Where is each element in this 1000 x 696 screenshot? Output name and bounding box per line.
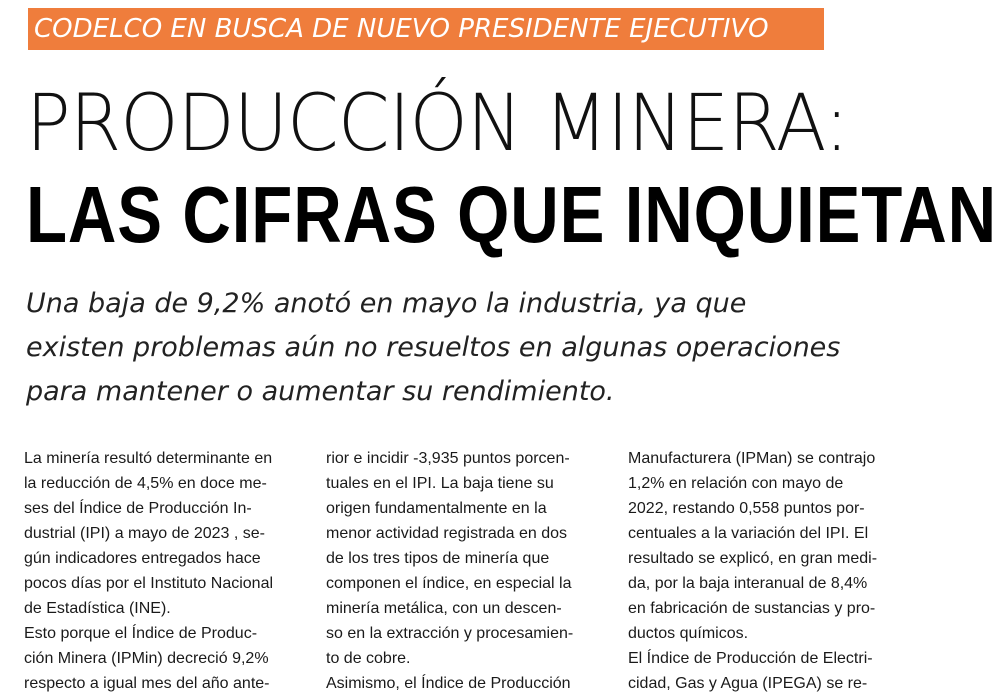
lead-paragraph: [26, 282, 986, 414]
body-line: El Índice de Producción de Electri-: [628, 650, 873, 667]
body-line: 2022, restando 0,558 puntos por-: [628, 500, 865, 517]
body-column-1: [24, 446, 310, 696]
body-line: rior e incidir -3,935 puntos porcen-: [326, 450, 570, 467]
body-line: menor actividad registrada en dos: [326, 525, 568, 542]
body-line: origen fundamentalmente en la: [326, 500, 547, 517]
body-line: 1,2% en relación con mayo de: [628, 475, 844, 492]
body-line: Manufacturera (IPMan) se contrajo: [628, 450, 876, 467]
body-line: so en la extracción y procesamien-: [326, 625, 574, 642]
body-line: Asimismo, el Índice de Producción: [326, 675, 571, 692]
body-column-3: [628, 446, 914, 696]
lead-line: existen problemas aún no resueltos en algunas operaciones: [26, 332, 841, 363]
body-line: minería metálica, con un descen-: [326, 600, 562, 617]
body-line: dustrial (IPI) a mayo de 2023 , se-: [24, 525, 265, 542]
body-line: tuales en el IPI. La baja tiene su: [326, 475, 554, 492]
body-line: la reducción de 4,5% en doce me-: [24, 475, 267, 492]
body-line: Esto porque el Índice de Produc-: [24, 625, 258, 642]
body-line: resultado se explicó, en gran medi-: [628, 550, 878, 567]
body-line: centuales a la variación del IPI. El: [628, 525, 869, 542]
lead-line: Una baja de 9,2% anotó en mayo la industria, ya que: [26, 288, 747, 319]
body-line: cidad, Gas y Agua (IPEGA) se re-: [628, 675, 868, 692]
body-line: respecto a igual mes del año ante-: [24, 675, 270, 692]
kicker-text: CODELCO EN BUSCA DE NUEVO PRESIDENTE EJECUTIVO: [34, 14, 769, 44]
body-line: pocos días por el Instituto Nacional: [24, 575, 274, 592]
headline-line-2: LAS CIFRAS QUE INQUIETAN: [26, 170, 997, 259]
body-line: en fabricación de sustancias y pro-: [628, 600, 876, 617]
kicker-banner: [28, 8, 824, 50]
body-line: de Estadística (INE).: [24, 600, 171, 617]
headline-line-1: PRODUCCIÓN MINERA:: [26, 79, 849, 169]
body-column-2: [326, 446, 612, 696]
body-line: de los tres tipos de minería que: [326, 550, 550, 567]
body-line: da, por la baja interanual de 8,4%: [628, 575, 868, 592]
lead-line: para mantener o aumentar su rendimiento.: [26, 376, 615, 407]
body-line: La minería resultó determinante en: [24, 450, 273, 467]
body-line: ción Minera (IPMin) decreció 9,2%: [24, 650, 269, 667]
body-line: componen el índice, en especial la: [326, 575, 572, 592]
body-line: ses del Índice de Producción In-: [24, 500, 252, 517]
body-line: to de cobre.: [326, 650, 411, 667]
body-line: ductos químicos.: [628, 625, 749, 642]
body-line: gún indicadores entregados hace: [24, 550, 261, 567]
